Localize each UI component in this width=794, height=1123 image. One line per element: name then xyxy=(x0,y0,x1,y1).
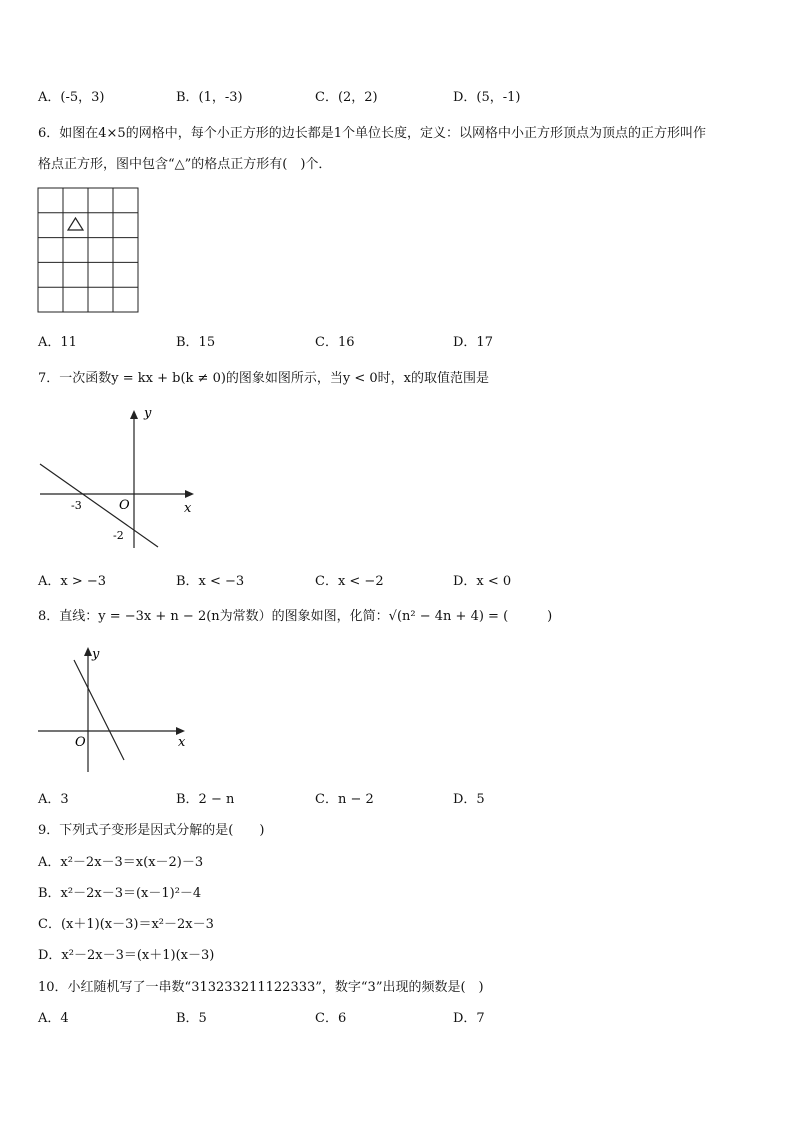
q7-x-axis-label: x xyxy=(184,501,192,516)
q7-option-c: C．x < −2 xyxy=(315,574,384,589)
q5-option-b: B．(1，-3) xyxy=(176,90,243,105)
q9-stem: 9．下列式子变形是因式分解的是( ) xyxy=(38,823,265,838)
q9-option-b: B．x²－2x－3＝(x－1)²－4 xyxy=(38,886,202,901)
q7-option-b: B．x < −3 xyxy=(176,574,245,589)
q6-stem-line2: 格点正方形，图中包含“△”的格点正方形有( )个． xyxy=(38,157,332,172)
q7-stem: 7．一次函数y = kx + b(k ≠ 0)的图象如图所示，当y < 0时，x的取值范围是 xyxy=(38,371,490,386)
q9-option-c: C．(x＋1)(x－3)＝x²－2x－3 xyxy=(38,917,214,932)
q6-stem-line1: 6．如图在4×5的网格中，每个小正方形的边长都是1个单位长度，定义：以网格中小正方形顶点为顶点的正方形叫作 xyxy=(38,126,706,141)
q5-option-c: C．(2，2) xyxy=(315,90,378,105)
q8-x-axis-label: x xyxy=(178,735,186,750)
q8-option-b: B．2 − n xyxy=(176,792,235,807)
q10-stem: 10．小红随机写了一串数“313233211122333”，数字“3”出现的频数是( ) xyxy=(38,980,484,995)
q7-origin-label: O xyxy=(119,498,130,513)
q5-option-a: A．(-5，3) xyxy=(38,90,105,105)
q8-option-a: A．3 xyxy=(38,792,69,807)
q7-x-intercept-label: -3 xyxy=(71,499,82,512)
q9-option-d: D．x²－2x－3＝(x＋1)(x－3) xyxy=(38,948,215,963)
q8-stem: 8．直线：y = −3x + n − 2(n为常数）的图象如图，化简：√(n² − 4n + 4) = ( ) xyxy=(38,609,553,624)
q8-y-axis-label: y xyxy=(92,647,100,662)
q7-y-axis-label: y xyxy=(144,406,152,421)
q6-option-a: A．11 xyxy=(38,335,77,350)
q6-grid-figure xyxy=(37,187,139,313)
q6-option-d: D．17 xyxy=(453,335,493,350)
q10-option-d: D．7 xyxy=(453,1011,485,1026)
q8-origin-label: O xyxy=(75,735,86,750)
q8-linear-graph xyxy=(30,640,200,780)
q5-option-d: D．(5，-1) xyxy=(453,90,521,105)
q6-option-c: C．16 xyxy=(315,335,355,350)
q6-option-b: B．15 xyxy=(176,335,216,350)
q7-y-intercept-label: -2 xyxy=(113,529,124,542)
q10-option-c: C．6 xyxy=(315,1011,347,1026)
q8-option-d: D．5 xyxy=(453,792,485,807)
q7-option-d: D．x < 0 xyxy=(453,574,512,589)
q10-option-b: B．5 xyxy=(176,1011,207,1026)
q7-linear-graph xyxy=(30,400,205,555)
q7-option-a: A．x > −3 xyxy=(38,574,107,589)
q9-option-a: A．x²－2x－3＝x(x－2)－3 xyxy=(38,855,204,870)
q8-option-c: C．n − 2 xyxy=(315,792,374,807)
q10-option-a: A．4 xyxy=(38,1011,69,1026)
